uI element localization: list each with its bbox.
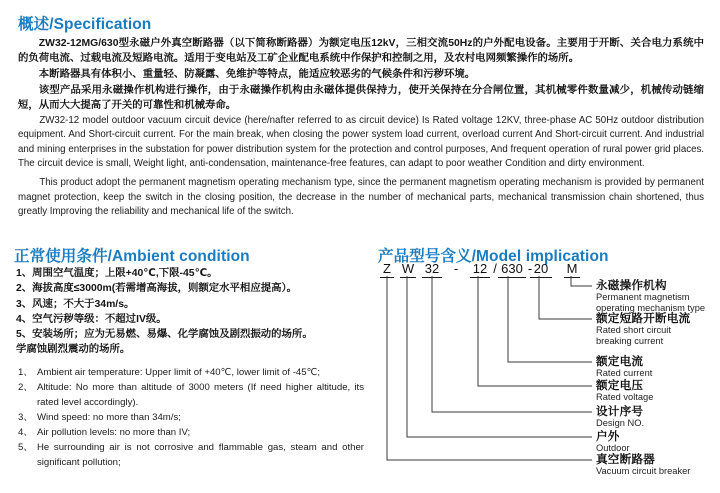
- ambient-condition-item-cn: 2、海拔高度≤3000m(若需增高海拔，则额定水平相应提高）。: [16, 283, 298, 295]
- ambient-condition-item-en: [18, 426, 364, 441]
- model-code-segment: 12: [470, 262, 490, 278]
- ambient-condition-list-cn: [16, 266, 368, 358]
- list-item-number: 4、: [18, 426, 33, 438]
- model-code-segment: 32: [422, 262, 442, 278]
- ambient-condition-item-en: [18, 411, 364, 426]
- model-code-segment: Z: [380, 262, 394, 278]
- list-item-text: He surrounding air is not corrosive and flammable gas, steam and other significant pollution;: [36, 441, 364, 468]
- model-callout: [596, 279, 705, 313]
- model-callout-label-en: Design NO.: [596, 418, 645, 428]
- model-code-segment: M: [564, 262, 580, 278]
- list-item-number: 2、: [18, 382, 33, 394]
- model-callout-label-cn: 户外: [596, 430, 620, 443]
- list-item-number: 1、: [18, 367, 33, 378]
- model-callout-label-en: Outdoor: [596, 443, 630, 453]
- spec-paragraph-cn-3: 该型产品采用永磁操作机构进行操作，由于永磁操作机构由永磁体提供保持力，使开关保持在分合闸位置，其机械零件数量减少，机械传动链缩短，从而大大提高了开关的可靠性和机械寿命。: [18, 84, 704, 111]
- ambient-condition-list-en: [18, 366, 364, 471]
- list-item-text: Wind speed: no more than 34m/s;: [36, 411, 181, 423]
- ambient-condition-item-en: [18, 381, 364, 410]
- model-code-segment: W: [401, 261, 415, 276]
- ambient-condition-item-en: [18, 366, 364, 381]
- model-callout-label-en: Rated current: [596, 368, 653, 378]
- list-item-text: Altitude: No more than altitude of 3000 meters (If need higher altitude, its rated level accordingly).: [36, 382, 364, 408]
- model-code-separator: -: [453, 261, 459, 276]
- ambient-condition-item-cn: 3、风速；不大于34m/s。: [16, 298, 135, 310]
- spec-paragraph-cn-1: ZW32-12MG/630型永磁户外真空断路器（以下简称断路器）为额定电压12kV，三相交流50Hz的户外配电设备。主要用于开断、关合电力系统中的负荷电流、过载电流及短路电流。适用于变电站及工矿企业配电系统中作保护和控制之用，及农村电网频繁操作的场所。: [18, 38, 704, 65]
- model-callout: [596, 379, 653, 403]
- model-callout: [596, 405, 644, 429]
- model-callout-label-cn: 额定短路开断电流: [596, 312, 691, 325]
- specification-body: [18, 36, 704, 219]
- list-item-number: 5、: [18, 441, 33, 453]
- model-callout-label-en: operating mechanism type: [596, 302, 706, 313]
- ambient-condition-item-cn: 1、周围空气温度；上限+40℃,下限-45℃。: [16, 268, 218, 279]
- spec-paragraph-en-1: ZW32-12 model outdoor vacuum circuit device (here/nafter referred to as circuit device) Is Rated voltage 12KV, three-phase AC 50Hz outdoor distribution equipment. And Short-circuit current. For the main break, when closing the power system load current, overload current And Short-circuit current. And industrial and mining enterprises in the substation for power distribution system for the protection and control purposes, And frequent operation of rural power grid places. The circuit device is small, Weight light, anti-condensation, maintenance-free features, can adapt to poor weather Condition and dirty environment.: [18, 115, 704, 169]
- model-callout-label-en: Rated short circuit: [596, 325, 671, 335]
- model-implication-diagram: [378, 262, 714, 490]
- ambient-condition-item-en: [18, 441, 364, 470]
- section-heading-model-implication: 产品型号含义/Model implication: [378, 248, 609, 265]
- model-code-segment: 20: [530, 262, 552, 278]
- model-callout: [596, 430, 630, 454]
- model-code-separator: /: [493, 261, 497, 276]
- section-heading-ambient-condition: 正常使用条件/Ambient condition: [14, 248, 250, 265]
- ambient-condition-item-cn: 4、空气污秽等级：不超过IV级。: [16, 313, 167, 325]
- model-callout-label-cn: 额定电流: [596, 355, 644, 368]
- model-callout: [596, 312, 690, 346]
- model-callout-label-en: Vacuum circuit breaker: [596, 466, 691, 476]
- spec-paragraph-cn-2: 本断路器具有体积小、重量轻、防凝露、免维护等特点，能适应较恶劣的气候条件和污秽环境。: [38, 68, 476, 80]
- list-item-text: Ambient air temperature: Upper limit of +40℃, lower limit of -45℃;: [36, 367, 321, 378]
- spec-paragraph-en-2: This product adopt the permanent magnetism operating mechanism type, since the permanent magnetism operating mechanism is provided by permanent magnet protection, keep the switch in the closing position, the decrease in the number of mechanical parts, mechanical transmission chain shortened, thus greatly Improving the reliability and mechanical life of the switch.: [18, 177, 704, 217]
- model-code-segment: 630: [498, 262, 526, 278]
- section-heading-specification: 概述/Specification: [18, 16, 152, 33]
- model-callout-label-cn: 设计序号: [596, 405, 644, 418]
- model-code-separator: -: [527, 261, 533, 276]
- model-callout: [596, 453, 690, 477]
- list-item-number: 3、: [18, 411, 33, 423]
- model-callout-label-cn: 额定电压: [596, 379, 644, 392]
- model-callout-labels: [378, 262, 714, 490]
- model-callout-label-cn: 真空断路器: [596, 453, 655, 466]
- ambient-condition-item-cn: 学腐蚀剧烈震动的场所。: [16, 344, 131, 356]
- list-item-text: Air pollution levels: no more than IV;: [36, 426, 191, 438]
- ambient-condition-item-cn: 5、安装场所；应为无易燃、易爆、化学腐蚀及剧烈振动的场所。: [16, 329, 313, 341]
- model-callout: [596, 355, 652, 379]
- model-callout-label-en: breaking current: [596, 335, 664, 346]
- model-callout-label-cn: 永磁操作机构: [596, 279, 667, 292]
- model-callout-label-en: Rated voltage: [596, 392, 654, 402]
- model-callout-label-en: Permanent magnetism: [596, 292, 690, 302]
